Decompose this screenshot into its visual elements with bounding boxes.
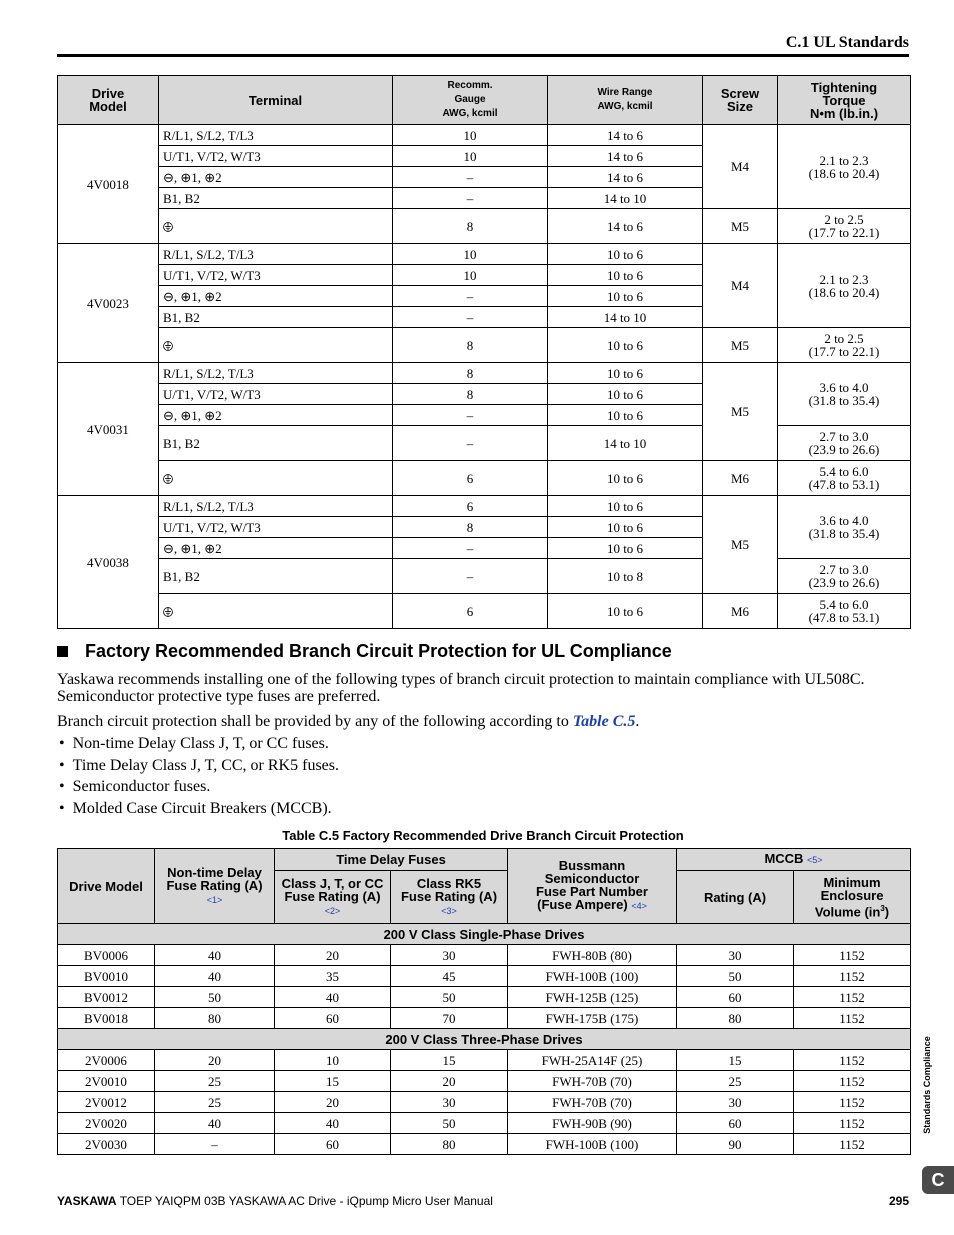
value-cell: –: [155, 1134, 275, 1155]
table-row: [58, 1092, 911, 1113]
group-title: 200 V Class Three-Phase Drives: [58, 1029, 911, 1050]
header-screw-size: Screw Size: [703, 76, 778, 125]
terminal-cell: ⊖, ⊕1, ⊕2: [159, 405, 393, 426]
gauge-cell: 6: [393, 594, 548, 629]
wire-range-cell: 14 to 10: [548, 307, 703, 328]
terminal-cell: [159, 209, 393, 244]
gauge-cell: 8: [393, 517, 548, 538]
wire-range-cell: 10 to 6: [548, 538, 703, 559]
table-row: [58, 328, 911, 363]
value-cell: 30: [677, 945, 794, 966]
value-cell: 50: [155, 987, 275, 1008]
value-cell: 70: [391, 1008, 508, 1029]
screw-size-cell: M4: [703, 244, 778, 328]
value-cell: 30: [391, 945, 508, 966]
screw-size-cell: M5: [703, 496, 778, 594]
footnote-link[interactable]: <3>: [441, 905, 457, 916]
wire-range-cell: 10 to 6: [548, 384, 703, 405]
drive-model-cell: 4V0018: [58, 125, 159, 244]
value-cell: 25: [677, 1071, 794, 1092]
wire-range-cell: 14 to 6: [548, 146, 703, 167]
table-row: [58, 945, 911, 966]
value-cell: 20: [275, 945, 391, 966]
gauge-cell: –: [393, 167, 548, 188]
header-mccb: MCCB <5>: [677, 849, 911, 871]
header-class-j: Class J, T, or CC Fuse Rating (A) <2>: [275, 871, 391, 924]
drive-model-cell: 2V0006: [58, 1050, 155, 1071]
footer-manual-title: TOEP YAIQPM 03B YASKAWA AC Drive - iQpump Micro User Manual: [116, 1194, 493, 1208]
header-rule: [57, 54, 909, 57]
terminal-cell: R/L1, S/L2, T/L3: [159, 363, 393, 384]
terminal-cell: U/T1, V/T2, W/T3: [159, 265, 393, 286]
value-cell: FWH-25A14F (25): [508, 1050, 677, 1071]
value-cell: FWH-80B (80): [508, 945, 677, 966]
table-row: [58, 966, 911, 987]
bullet-item: • Semiconductor fuses.: [59, 778, 211, 795]
table-caption: Table C.5 Factory Recommended Drive Branch Circuit Protection: [282, 828, 684, 843]
header-class-rk5: Class RK5 Fuse Rating (A) <3>: [391, 871, 508, 924]
gauge-cell: –: [393, 426, 548, 461]
table-c5-link[interactable]: Table C.5: [572, 713, 636, 730]
reference-text: Branch circuit protection shall be provided by any of the following according to: [57, 713, 573, 730]
terminal-cell: [159, 461, 393, 496]
value-cell: 60: [677, 987, 794, 1008]
drive-model-cell: 2V0020: [58, 1113, 155, 1134]
gauge-cell: 10: [393, 244, 548, 265]
gauge-cell: 10: [393, 125, 548, 146]
gauge-cell: –: [393, 307, 548, 328]
table-row: [58, 426, 911, 461]
group-header-row: [58, 924, 911, 945]
torque-cell: 5.4 to 6.0 (47.8 to 53.1): [778, 461, 911, 496]
ground-icon: [163, 606, 173, 618]
wire-range-cell: 10 to 6: [548, 265, 703, 286]
terminal-cell: R/L1, S/L2, T/L3: [159, 125, 393, 146]
table-row: [58, 559, 911, 594]
value-cell: 1152: [794, 1113, 911, 1134]
header-terminal: Terminal: [159, 76, 393, 125]
terminal-cell: U/T1, V/T2, W/T3: [159, 384, 393, 405]
terminal-cell: R/L1, S/L2, T/L3: [159, 244, 393, 265]
header-time-delay-fuses: Time Delay Fuses: [275, 849, 508, 871]
torque-cell: 3.6 to 4.0 (31.8 to 35.4): [778, 496, 911, 559]
screw-size-cell: M6: [703, 461, 778, 496]
group-title: 200 V Class Single-Phase Drives: [58, 924, 911, 945]
value-cell: 1152: [794, 1050, 911, 1071]
intro-paragraph: Yaskawa recommends installing one of the following types of branch circuit protection to maintain compliance with UL508C. Semiconductor protective type fuses are preferred.: [57, 671, 865, 705]
table-row: [58, 209, 911, 244]
appendix-tab: C: [922, 1166, 954, 1194]
table-row: [58, 594, 911, 629]
value-cell: 1152: [794, 945, 911, 966]
terminal-cell: [159, 328, 393, 363]
wire-range-cell: 10 to 6: [548, 594, 703, 629]
drive-model-cell: BV0012: [58, 987, 155, 1008]
section-title: C.1 UL Standards: [785, 34, 909, 51]
value-cell: 1152: [794, 1092, 911, 1113]
value-cell: 40: [155, 945, 275, 966]
screw-size-cell: M5: [703, 363, 778, 461]
header-torque: Tightening Torque N•m (lb.in.): [778, 76, 911, 125]
wire-range-cell: 10 to 6: [548, 496, 703, 517]
wire-range-cell: 10 to 6: [548, 517, 703, 538]
value-cell: 50: [677, 966, 794, 987]
value-cell: 80: [155, 1008, 275, 1029]
value-cell: 30: [677, 1092, 794, 1113]
value-cell: 40: [275, 1113, 391, 1134]
value-cell: FWH-100B (100): [508, 1134, 677, 1155]
value-cell: FWH-100B (100): [508, 966, 677, 987]
table-row: [58, 363, 911, 384]
value-cell: 1152: [794, 1008, 911, 1029]
terminal-cell: B1, B2: [159, 188, 393, 209]
bullet-item: • Molded Case Circuit Breakers (MCCB).: [59, 800, 332, 817]
value-cell: 35: [275, 966, 391, 987]
drive-model-cell: 4V0038: [58, 496, 159, 629]
branch-protection-table: [57, 848, 911, 1155]
drive-model-cell: 2V0012: [58, 1092, 155, 1113]
footer-text: [57, 1194, 493, 1208]
table-row: [58, 244, 911, 265]
gauge-cell: –: [393, 538, 548, 559]
torque-cell: 2.7 to 3.0 (23.9 to 26.6): [778, 426, 911, 461]
terminal-cell: B1, B2: [159, 559, 393, 594]
value-cell: 15: [391, 1050, 508, 1071]
bullet-item: • Non-time Delay Class J, T, or CC fuses.: [59, 735, 329, 752]
screw-size-cell: M6: [703, 594, 778, 629]
gauge-cell: –: [393, 559, 548, 594]
gauge-cell: 6: [393, 461, 548, 496]
gauge-cell: 8: [393, 209, 548, 244]
header-mccb-rating: Rating (A): [677, 871, 794, 924]
value-cell: 1152: [794, 1071, 911, 1092]
value-cell: 1152: [794, 1134, 911, 1155]
terminal-cell: ⊖, ⊕1, ⊕2: [159, 286, 393, 307]
torque-cell: 3.6 to 4.0 (31.8 to 35.4): [778, 363, 911, 426]
table-row: [58, 496, 911, 517]
wire-range-cell: 10 to 8: [548, 559, 703, 594]
wire-range-cell: 10 to 6: [548, 328, 703, 363]
value-cell: 20: [391, 1071, 508, 1092]
table-row: [58, 1071, 911, 1092]
value-cell: 30: [391, 1092, 508, 1113]
bullet-item: • Time Delay Class J, T, CC, or RK5 fuses.: [59, 757, 339, 774]
wire-range-cell: 10 to 6: [548, 405, 703, 426]
value-cell: 1152: [794, 987, 911, 1008]
drive-model-cell: BV0018: [58, 1008, 155, 1029]
footnote-link[interactable]: <2>: [324, 905, 341, 916]
value-cell: 90: [677, 1134, 794, 1155]
wire-range-cell: 10 to 6: [548, 244, 703, 265]
gauge-cell: 10: [393, 146, 548, 167]
heading-text: Factory Recommended Branch Circuit Protection for UL Compliance: [85, 641, 672, 661]
terminal-cell: R/L1, S/L2, T/L3: [159, 496, 393, 517]
drive-model-cell: 4V0023: [58, 244, 159, 363]
page-number: 295: [888, 1194, 909, 1208]
terminal-cell: [159, 594, 393, 629]
value-cell: 50: [391, 987, 508, 1008]
heading-square-icon: [57, 646, 68, 657]
terminal-cell: B1, B2: [159, 426, 393, 461]
ground-icon: [163, 340, 173, 352]
terminal-cell: ⊖, ⊕1, ⊕2: [159, 538, 393, 559]
torque-cell: 2.7 to 3.0 (23.9 to 26.6): [778, 559, 911, 594]
wire-range-cell: 14 to 6: [548, 125, 703, 146]
torque-cell: 2 to 2.5 (17.7 to 22.1): [778, 328, 911, 363]
header-bussmann: Bussmann Semiconductor Fuse Part Number (Fuse Ampere) <4>: [508, 849, 677, 924]
wire-gauge-table: [57, 75, 911, 629]
value-cell: 80: [677, 1008, 794, 1029]
value-cell: 15: [677, 1050, 794, 1071]
torque-cell: 5.4 to 6.0 (47.8 to 53.1): [778, 594, 911, 629]
value-cell: 25: [155, 1071, 275, 1092]
drive-model-cell: BV0006: [58, 945, 155, 966]
value-cell: 80: [391, 1134, 508, 1155]
value-cell: 50: [391, 1113, 508, 1134]
screw-size-cell: M5: [703, 328, 778, 363]
footnote-link[interactable]: <1>: [206, 894, 223, 905]
drive-model-cell: 2V0010: [58, 1071, 155, 1092]
value-cell: FWH-90B (90): [508, 1113, 677, 1134]
side-tab-label: Standards Compliance: [922, 1036, 932, 1134]
value-cell: FWH-175B (175): [508, 1008, 677, 1029]
header-wire-range: Wire Range AWG, kcmil: [548, 76, 703, 125]
gauge-cell: –: [393, 286, 548, 307]
table-row: [58, 461, 911, 496]
value-cell: 40: [275, 987, 391, 1008]
value-cell: 25: [155, 1092, 275, 1113]
value-cell: FWH-70B (70): [508, 1092, 677, 1113]
value-cell: 20: [155, 1050, 275, 1071]
wire-range-cell: 14 to 10: [548, 188, 703, 209]
header-enclosure-volume: Minimum Enclosure Volume $(in^3)$: [794, 871, 911, 924]
value-cell: 60: [275, 1134, 391, 1155]
torque-cell: 2.1 to 2.3 (18.6 to 20.4): [778, 125, 911, 209]
group-header-row: [58, 1029, 911, 1050]
table-row: [58, 1113, 911, 1134]
value-cell: 60: [677, 1113, 794, 1134]
header-nontime-fuse: Non-time Delay Fuse Rating (A) <1>: [155, 849, 275, 924]
screw-size-cell: M4: [703, 125, 778, 209]
terminal-cell: U/T1, V/T2, W/T3: [159, 146, 393, 167]
gauge-cell: 10: [393, 265, 548, 286]
terminal-cell: U/T1, V/T2, W/T3: [159, 517, 393, 538]
drive-model-cell: 4V0031: [58, 363, 159, 496]
gauge-cell: 6: [393, 496, 548, 517]
drive-model-cell: 2V0030: [58, 1134, 155, 1155]
section-heading: [57, 641, 672, 662]
value-cell: 1152: [794, 966, 911, 987]
footer-brand: YASKAWA: [57, 1194, 117, 1208]
value-cell: FWH-125B (125): [508, 987, 677, 1008]
value-cell: 10: [275, 1050, 391, 1071]
header-drive-model: Drive Model: [58, 849, 155, 924]
ground-icon: [163, 221, 173, 233]
drive-model-cell: BV0010: [58, 966, 155, 987]
footnote-link[interactable]: <5>: [807, 855, 823, 865]
footnote-link[interactable]: <4>: [631, 901, 647, 911]
terminal-cell: B1, B2: [159, 307, 393, 328]
torque-cell: 2.1 to 2.3 (18.6 to 20.4): [778, 244, 911, 328]
wire-range-cell: 14 to 6: [548, 167, 703, 188]
header-recomm-gauge: Recomm. Gauge AWG, kcmil: [393, 76, 548, 125]
reference-period: .: [635, 713, 640, 730]
screw-size-cell: M5: [703, 209, 778, 244]
value-cell: 20: [275, 1092, 391, 1113]
value-cell: FWH-70B (70): [508, 1071, 677, 1092]
wire-range-cell: 14 to 6: [548, 209, 703, 244]
table-row: [58, 1134, 911, 1155]
wire-range-cell: 14 to 10: [548, 426, 703, 461]
wire-range-cell: 10 to 6: [548, 286, 703, 307]
value-cell: 15: [275, 1071, 391, 1092]
ground-icon: [163, 473, 173, 485]
header-drive-model: Drive Model: [58, 76, 159, 125]
table-row: [58, 1008, 911, 1029]
value-cell: 40: [155, 1113, 275, 1134]
table-row: [58, 125, 911, 146]
gauge-cell: –: [393, 405, 548, 426]
gauge-cell: 8: [393, 328, 548, 363]
torque-cell: 2 to 2.5 (17.7 to 22.1): [778, 209, 911, 244]
gauge-cell: 8: [393, 384, 548, 405]
gauge-cell: 8: [393, 363, 548, 384]
value-cell: 60: [275, 1008, 391, 1029]
wire-range-cell: 10 to 6: [548, 461, 703, 496]
terminal-cell: ⊖, ⊕1, ⊕2: [159, 167, 393, 188]
table-row: [58, 987, 911, 1008]
wire-range-cell: 10 to 6: [548, 363, 703, 384]
value-cell: 40: [155, 966, 275, 987]
table-row: [58, 1050, 911, 1071]
value-cell: 45: [391, 966, 508, 987]
gauge-cell: –: [393, 188, 548, 209]
reference-paragraph: [57, 713, 917, 730]
